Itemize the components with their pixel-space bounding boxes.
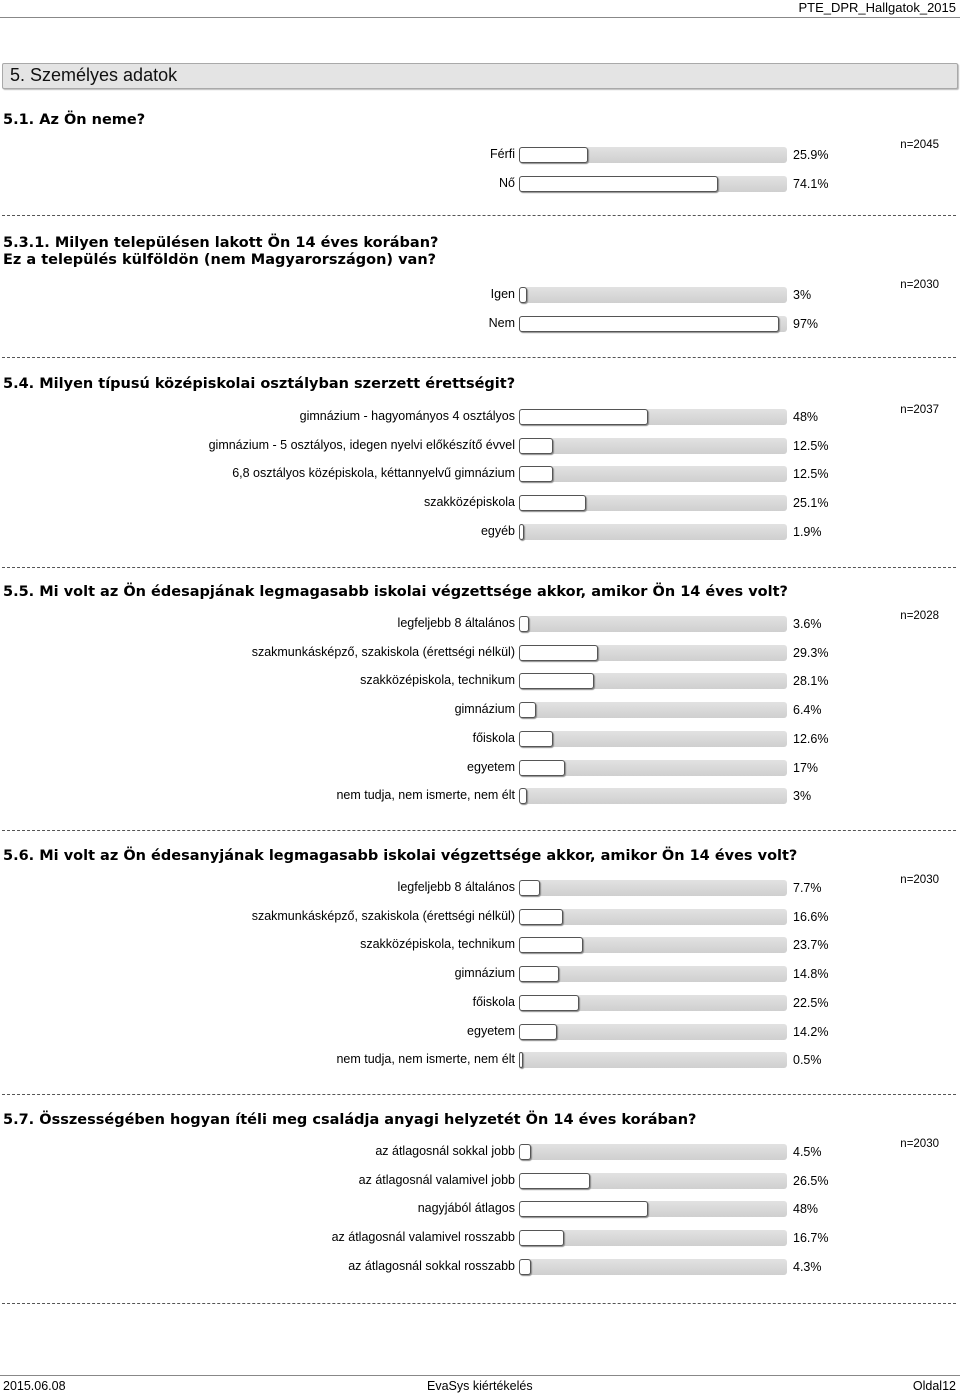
percentage-bar-track <box>519 176 787 192</box>
percentage-bar-track <box>519 1052 787 1068</box>
answer-row <box>0 464 960 484</box>
percentage-bar-fill <box>519 438 553 454</box>
percentage-bar-track <box>519 937 787 953</box>
answer-percentage: 14.8% <box>793 967 829 982</box>
percentage-bar-fill <box>519 1024 557 1040</box>
answer-row <box>0 671 960 691</box>
percentage-bar-fill <box>519 524 524 540</box>
answer-percentage: 12.5% <box>793 467 829 482</box>
answer-row <box>0 1199 960 1219</box>
answer-label: gimnázium <box>454 966 515 981</box>
answer-label: az átlagosnál valamivel rosszabb <box>331 1230 515 1245</box>
answer-row <box>0 174 960 194</box>
answer-percentage: 3% <box>793 288 812 302</box>
answer-row <box>0 700 960 720</box>
question-divider <box>2 567 956 568</box>
answer-percentage: 4.3% <box>793 1259 822 1274</box>
answer-percentage: 29.3% <box>793 645 829 660</box>
percentage-bar-fill <box>519 409 648 425</box>
header-rule <box>0 17 960 18</box>
answer-label: legfeljebb 8 általános <box>397 616 515 630</box>
answer-row <box>0 145 960 165</box>
percentage-bar-fill <box>519 316 779 332</box>
percentage-bar-fill <box>519 1173 590 1189</box>
answer-label: szakközépiskola, technikum <box>360 937 515 952</box>
percentage-bar-track <box>519 760 787 776</box>
percentage-bar-fill <box>519 1230 564 1246</box>
percentage-bar-track <box>519 616 787 632</box>
answer-label: egyéb <box>480 523 515 538</box>
respondent-count: n=2045 <box>900 139 939 151</box>
section-heading <box>2 63 958 89</box>
footer-center: EvaSys kiértékelés <box>427 1379 533 1393</box>
answer-percentage: 22.5% <box>793 995 829 1010</box>
answer-label: gimnázium <box>454 702 515 717</box>
answer-label: az átlagosnál sokkal jobb <box>375 1144 515 1158</box>
answer-label: Igen <box>490 287 515 301</box>
answer-percentage: 25.1% <box>793 496 829 511</box>
answer-row <box>0 993 960 1013</box>
answer-percentage: 3% <box>793 789 812 804</box>
answer-label: Férfi <box>490 147 515 161</box>
answer-percentage: 74.1% <box>793 176 829 191</box>
percentage-bar-fill <box>519 702 536 718</box>
percentage-bar-fill <box>519 495 586 511</box>
answer-row <box>0 1142 960 1162</box>
footer-date: 2015.06.08 <box>3 1379 66 1393</box>
question-title: 5.4. Milyen típusú középiskolai osztályban szerzett érettségit? <box>3 376 516 392</box>
percentage-bar-track <box>519 1024 787 1040</box>
percentage-bar-track <box>519 1259 787 1275</box>
answer-label: főiskola <box>472 730 515 745</box>
answer-row <box>0 285 960 305</box>
answer-percentage: 17% <box>793 760 819 775</box>
respondent-count: n=2030 <box>900 1138 939 1150</box>
respondent-count: n=2028 <box>900 610 939 622</box>
percentage-bar-track <box>519 702 787 718</box>
answer-row <box>0 1228 960 1248</box>
percentage-bar-track <box>519 409 787 425</box>
percentage-bar-fill <box>519 1052 523 1068</box>
answer-percentage: 25.9% <box>793 148 829 162</box>
percentage-bar-track <box>519 645 787 661</box>
percentage-bar-track <box>519 287 787 303</box>
answer-label: nagyjából átlagos <box>417 1201 515 1216</box>
answer-percentage: 7.7% <box>793 881 822 895</box>
answer-row <box>0 407 960 427</box>
question-title: 5.7. Összességében hogyan ítéli meg családja anyagi helyzetét Ön 14 éves korában? <box>3 1112 697 1128</box>
answer-row <box>0 758 960 778</box>
answer-row <box>0 436 960 456</box>
respondent-count: n=2030 <box>900 279 939 291</box>
percentage-bar-track <box>519 1173 787 1189</box>
percentage-bar-track <box>519 731 787 747</box>
answer-row <box>0 614 960 634</box>
answer-percentage: 97% <box>793 316 819 331</box>
answer-label: nem tudja, nem ismerte, nem élt <box>336 1052 515 1067</box>
answer-row <box>0 1257 960 1277</box>
answer-label: szakmunkásképző, szakiskola (érettségi nélkül) <box>251 908 515 923</box>
answer-label: szakmunkásképző, szakiskola (érettségi nélkül) <box>251 644 515 659</box>
question-divider <box>2 1094 956 1095</box>
percentage-bar-fill <box>519 466 553 482</box>
answer-label: legfeljebb 8 általános <box>397 880 515 894</box>
answer-percentage: 26.5% <box>793 1173 829 1188</box>
answer-row <box>0 643 960 663</box>
answer-label: egyetem <box>467 1023 515 1038</box>
percentage-bar-fill <box>519 673 594 689</box>
answer-row <box>0 1050 960 1070</box>
percentage-bar-fill <box>519 176 718 192</box>
answer-label: nem tudja, nem ismerte, nem élt <box>336 788 515 803</box>
answer-label: gimnázium - hagyományos 4 osztályos <box>299 409 515 423</box>
percentage-bar-fill <box>519 287 527 303</box>
answer-percentage: 12.6% <box>793 731 829 746</box>
answer-percentage: 1.9% <box>793 524 822 539</box>
percentage-bar-track <box>519 1230 787 1246</box>
answer-percentage: 28.1% <box>793 674 829 689</box>
answer-row <box>0 964 960 984</box>
percentage-bar-track <box>519 880 787 896</box>
answer-percentage: 4.5% <box>793 1145 822 1159</box>
answer-label: Nem <box>488 315 515 330</box>
question-title: 5.6. Mi volt az Ön édesanyjának legmagasabb iskolai végzettsége akkor, amikor Ön 14 éves volt? <box>3 848 798 864</box>
percentage-bar-fill <box>519 616 529 632</box>
percentage-bar-track <box>519 1201 787 1217</box>
answer-label: az átlagosnál sokkal rosszabb <box>348 1258 515 1273</box>
percentage-bar-track <box>519 466 787 482</box>
percentage-bar-fill <box>519 1144 531 1160</box>
answer-percentage: 16.6% <box>793 909 829 924</box>
percentage-bar-track <box>519 673 787 689</box>
answer-row <box>0 878 960 898</box>
percentage-bar-track <box>519 524 787 540</box>
answer-row <box>0 493 960 513</box>
answer-percentage: 12.5% <box>793 438 829 453</box>
percentage-bar-fill <box>519 966 559 982</box>
answer-row <box>0 935 960 955</box>
answer-row <box>0 522 960 542</box>
percentage-bar-fill <box>519 645 598 661</box>
question-title: 5.5. Mi volt az Ön édesapjának legmagasabb iskolai végzettsége akkor, amikor Ön 14 éves volt? <box>3 584 788 600</box>
answer-label: egyetem <box>467 759 515 774</box>
answer-label: gimnázium - 5 osztályos, idegen nyelvi előkészítő évvel <box>208 437 515 452</box>
percentage-bar-fill <box>519 731 553 747</box>
answer-percentage: 0.5% <box>793 1053 822 1068</box>
answer-percentage: 3.6% <box>793 617 822 631</box>
percentage-bar-track <box>519 495 787 511</box>
respondent-count: n=2037 <box>900 404 939 416</box>
question-title: 5.3.1. Milyen településen lakott Ön 14 éves korában? Ez a település külföldön (nem Magyarországon) van? <box>3 235 439 268</box>
document-id: PTE_DPR_Hallgatok_2015 <box>798 0 956 15</box>
percentage-bar-fill <box>519 909 563 925</box>
percentage-bar-track <box>519 995 787 1011</box>
answer-percentage: 6.4% <box>793 703 822 718</box>
percentage-bar-fill <box>519 1201 648 1217</box>
answer-label: Nő <box>499 175 515 190</box>
question-divider <box>2 830 956 831</box>
answer-row <box>0 907 960 927</box>
percentage-bar-fill <box>519 937 583 953</box>
question-title: 5.1. Az Ön neme? <box>3 112 146 128</box>
answer-row <box>0 1171 960 1191</box>
footer-page: Oldal12 <box>912 1379 956 1393</box>
footer-rule <box>0 1375 960 1376</box>
percentage-bar-track <box>519 147 787 163</box>
answer-percentage: 48% <box>793 1202 819 1217</box>
question-divider <box>2 1303 956 1304</box>
percentage-bar-fill <box>519 880 540 896</box>
question-divider <box>2 215 956 216</box>
percentage-bar-fill <box>519 788 527 804</box>
answer-percentage: 14.2% <box>793 1024 829 1039</box>
answer-percentage: 23.7% <box>793 938 829 953</box>
percentage-bar-fill <box>519 995 579 1011</box>
percentage-bar-track <box>519 316 787 332</box>
answer-label: szakközépiskola <box>423 495 515 510</box>
answer-row <box>0 314 960 334</box>
percentage-bar-track <box>519 909 787 925</box>
percentage-bar-track <box>519 438 787 454</box>
answer-label: 6,8 osztályos középiskola, kéttannyelvű gimnázium <box>232 466 515 481</box>
answer-label: szakközépiskola, technikum <box>360 673 515 688</box>
answer-row <box>0 786 960 806</box>
percentage-bar-track <box>519 788 787 804</box>
answer-row <box>0 729 960 749</box>
question-divider <box>2 357 956 358</box>
percentage-bar-fill <box>519 147 588 163</box>
percentage-bar-track <box>519 966 787 982</box>
percentage-bar-fill <box>519 1259 531 1275</box>
answer-label: főiskola <box>472 994 515 1009</box>
answer-percentage: 16.7% <box>793 1231 829 1246</box>
section-title: 5. Személyes adatok <box>10 65 178 85</box>
answer-row <box>0 1022 960 1042</box>
percentage-bar-fill <box>519 760 565 776</box>
answer-percentage: 48% <box>793 410 819 424</box>
respondent-count: n=2030 <box>900 874 939 886</box>
percentage-bar-track <box>519 1144 787 1160</box>
answer-label: az átlagosnál valamivel jobb <box>358 1172 515 1187</box>
